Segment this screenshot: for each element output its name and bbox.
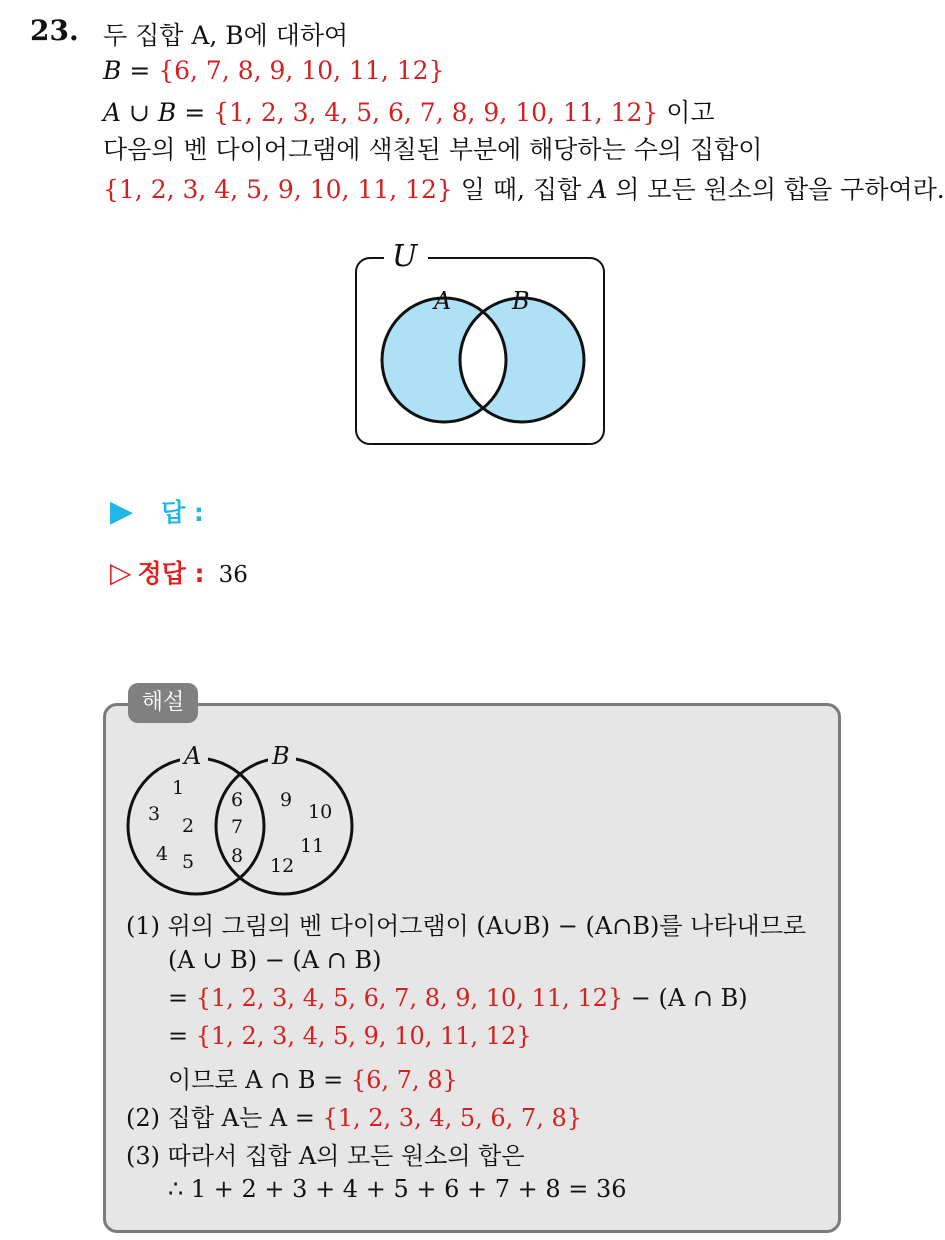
solution-step1-b bbox=[168, 984, 748, 1012]
union-value: {1, 2, 3, 4, 5, 6, 7, 8, 9, 10, 11, 12} bbox=[213, 98, 659, 127]
shaded-set-value: {1, 2, 3, 4, 5, 9, 10, 11, 12} bbox=[103, 175, 453, 204]
union-lhs: A ∪ B = bbox=[103, 98, 214, 127]
step1-text: 위의 그림의 벤 다이어그램이 (A∪B) − (A∩B)를 나타내므로 bbox=[167, 912, 807, 940]
step1-b-eq: = bbox=[168, 984, 196, 1012]
element-both: 6 bbox=[231, 789, 244, 811]
correct-label: 정답 : bbox=[137, 559, 205, 588]
answer-arrow-icon: ▶ bbox=[110, 494, 134, 529]
set-b-value: {6, 7, 8, 9, 10, 11, 12} bbox=[158, 56, 445, 85]
element-b-only: 11 bbox=[300, 835, 325, 857]
element-b-only: 9 bbox=[280, 789, 293, 811]
solution-set-b-label: B bbox=[272, 742, 290, 770]
question-line5 bbox=[103, 170, 945, 206]
solution-step1-a: (A ∪ B) − (A ∩ B) bbox=[168, 946, 382, 974]
solution-step1 bbox=[126, 906, 806, 941]
element-both: 7 bbox=[231, 816, 244, 838]
step1-c-value: {1, 2, 3, 4, 5, 9, 10, 11, 12} bbox=[195, 1022, 532, 1050]
solution-set-a-circle bbox=[128, 758, 264, 894]
solution-step3-a: ∴ 1 + 2 + 3 + 4 + 5 + 6 + 7 + 8 = 36 bbox=[168, 1175, 627, 1203]
element-both: 8 bbox=[231, 845, 244, 867]
solution-set-a-label: A bbox=[184, 742, 202, 770]
solution-step2 bbox=[126, 1098, 582, 1133]
element-b-only: 12 bbox=[270, 855, 295, 877]
step1-c-eq: = bbox=[168, 1022, 196, 1050]
solution-step1-c bbox=[168, 1022, 532, 1050]
step1-d-prefix: 이므로 A ∩ B = bbox=[168, 1066, 351, 1094]
element-a-only: 5 bbox=[182, 851, 195, 873]
answer-row bbox=[110, 493, 204, 529]
set-b-lhs: B = bbox=[103, 56, 159, 85]
question-union bbox=[103, 93, 715, 129]
question-intro: 두 집합 A, B에 대하여 bbox=[103, 21, 349, 50]
step3-number: (3) bbox=[126, 1142, 160, 1170]
step1-d-value: {6, 7, 8} bbox=[350, 1066, 458, 1094]
correct-arrow-icon: ▷ bbox=[110, 556, 132, 589]
step1-b-suffix: − (A ∩ B) bbox=[623, 984, 748, 1012]
set-a-label: A bbox=[434, 287, 452, 315]
element-a-only: 3 bbox=[148, 803, 161, 825]
element-b-only: 10 bbox=[308, 801, 333, 823]
step3-text: 따라서 집합 A의 모든 원소의 합은 bbox=[167, 1142, 525, 1170]
element-a-only: 2 bbox=[182, 815, 195, 837]
answer-label: 답 : bbox=[161, 498, 204, 527]
correct-answer-row bbox=[110, 554, 248, 590]
union-suffix: 이고 bbox=[658, 98, 715, 127]
step2-value: {1, 2, 3, 4, 5, 6, 7, 8} bbox=[322, 1104, 582, 1132]
question-line4: 다음의 벤 다이어그램에 색칠된 부분에 해당하는 수의 집합이 bbox=[103, 135, 763, 164]
element-a-only: 4 bbox=[156, 843, 169, 865]
step2-number: (2) bbox=[126, 1104, 160, 1132]
solution-step3 bbox=[126, 1136, 525, 1171]
element-a-only: 1 bbox=[172, 777, 185, 799]
question-set-b bbox=[103, 56, 444, 85]
solution-tab: 해설 bbox=[128, 683, 198, 723]
step1-b-value: {1, 2, 3, 4, 5, 6, 7, 8, 9, 10, 11, 12} bbox=[195, 984, 624, 1012]
universe-label: U bbox=[392, 239, 418, 274]
step1-number: (1) bbox=[126, 912, 160, 940]
correct-value: 36 bbox=[218, 562, 248, 588]
set-b-label: B bbox=[512, 287, 530, 315]
line5-suffix-post: 의 모든 원소의 합을 구하여라. bbox=[607, 175, 945, 204]
step2-prefix: 집합 A는 A = bbox=[167, 1104, 323, 1132]
venn-diagram bbox=[352, 234, 612, 450]
line5-var: A bbox=[589, 175, 608, 204]
line5-suffix-pre: 일 때, 집합 bbox=[452, 175, 590, 204]
solution-step1-d bbox=[168, 1060, 458, 1095]
question-number: 23. bbox=[30, 14, 79, 47]
solution-venn-diagram bbox=[118, 740, 358, 900]
